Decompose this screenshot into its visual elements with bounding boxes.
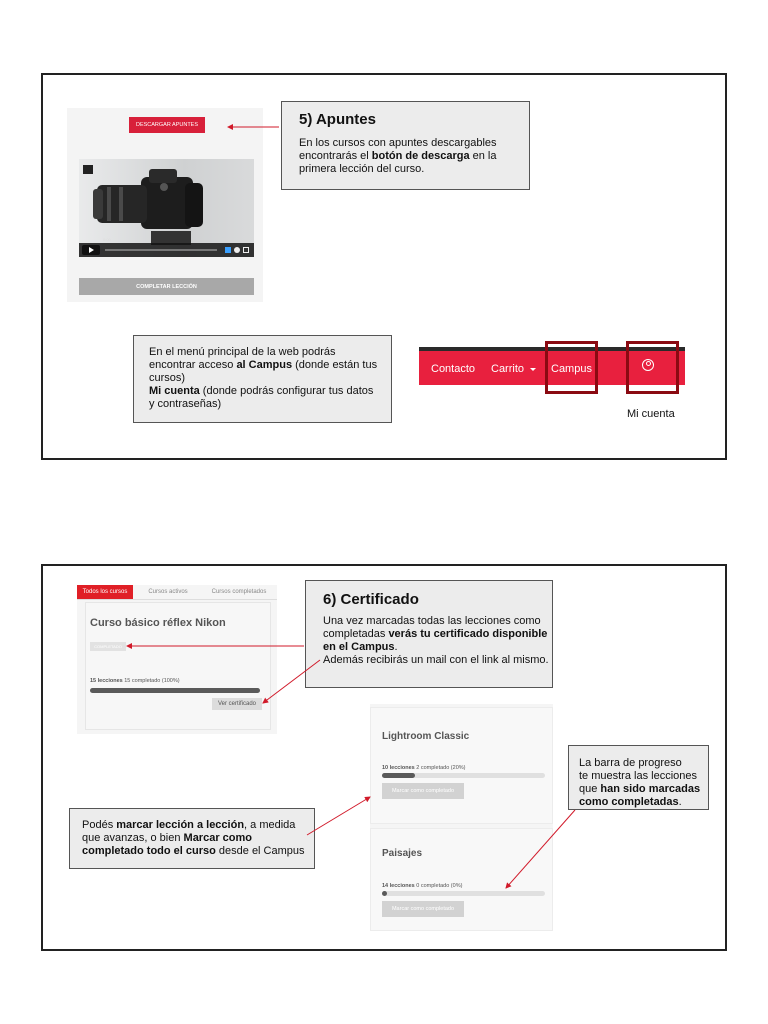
apuntes-text: En los cursos con apuntes descargables encontrarás el botón de descarga en la primera lección del curso. [299,137,497,175]
course-cards-screenshot [370,704,553,931]
video-logo-icon [83,165,93,174]
card1-title[interactable]: Lightroom Classic [382,731,470,742]
fullscreen-icon[interactable] [243,247,249,253]
complete-lesson-button[interactable]: COMPLETAR LECCIÓN [79,278,254,295]
card1-progress-text: 10 lecciones 2 completado (20%) [382,765,466,771]
tab-completed-courses[interactable]: Cursos completados [211,589,267,595]
completed-badge: COMPLETADO [90,642,126,651]
card2-progress-bar [382,891,545,896]
course-card-paisajes [370,828,553,931]
nav-item-carrito[interactable]: Carrito [491,363,536,375]
download-notes-button[interactable]: DESCARGAR APUNTES [129,117,205,133]
card2-mark-complete-button[interactable]: Marcar como completado [382,901,464,917]
tabs-divider [77,599,277,600]
card1-progress-bar [382,773,545,778]
tab-active-courses[interactable]: Cursos activos [148,589,188,595]
course-progress-bar [90,688,260,693]
campus-highlight [545,341,598,394]
card2-title[interactable]: Paisajes [382,848,423,859]
campus-course-screenshot [77,585,277,734]
lesson-screenshot [67,108,263,302]
nav-item-contacto[interactable]: Contacto [431,363,476,375]
course-card-lightroom [370,707,553,824]
mark-lesson-callout: Podés marcar lección a lección, a medida que avanzas, o bien Marcar como completado todo el curso desde el Campus [69,808,315,869]
account-label: Mi cuenta [627,408,675,420]
camera-image [93,167,223,249]
tab-all-courses[interactable]: Todos los cursos [77,585,133,599]
course-progress-text: 15 lecciones 15 completado (100%) [90,678,180,684]
settings-icon[interactable] [234,247,240,253]
video-time: 0:00 [103,237,111,242]
video-progress-track[interactable] [105,249,217,251]
video-controls [79,237,254,257]
apuntes-callout [281,101,530,190]
card1-mark-complete-button[interactable]: Marcar como completado [382,783,464,799]
certificado-callout: 6) Certificado Una vez marcadas todas las lecciones como completadas verás tu certificado disponible en el Campus. Además recibirás un mail con el link al mismo. [305,580,553,688]
certificado-title: 6) Certificado [323,591,419,608]
nav-item-campus[interactable]: Campus [551,363,592,375]
progress-bar-callout: La barra de progreso te muestra las lecciones que han sido marcadas como completadas. [568,745,709,810]
card1-progress-fill [382,773,415,778]
view-certificate-button[interactable]: Ver certificado [212,698,262,710]
course-card [85,602,271,730]
menu-callout: En el menú principal de la web podrás encontrar acceso al Campus (donde están tus cursos) Mi cuenta (donde podrás configurar tus datos y contraseñas) [133,335,392,423]
video-player[interactable] [79,159,254,257]
play-icon[interactable] [82,245,100,255]
chevron-down-icon [530,368,536,371]
certificado-panel [41,564,727,951]
course-title[interactable]: Curso básico réflex Nikon [90,617,226,629]
volume-icon[interactable] [225,247,231,253]
apuntes-title: 5) Apuntes [299,111,376,128]
card2-progress-fill [382,891,387,896]
card2-progress-text: 14 lecciones 0 completado (0%) [382,883,463,889]
course-progress-fill [90,688,260,693]
account-highlight [626,341,679,394]
apuntes-panel [41,73,727,460]
